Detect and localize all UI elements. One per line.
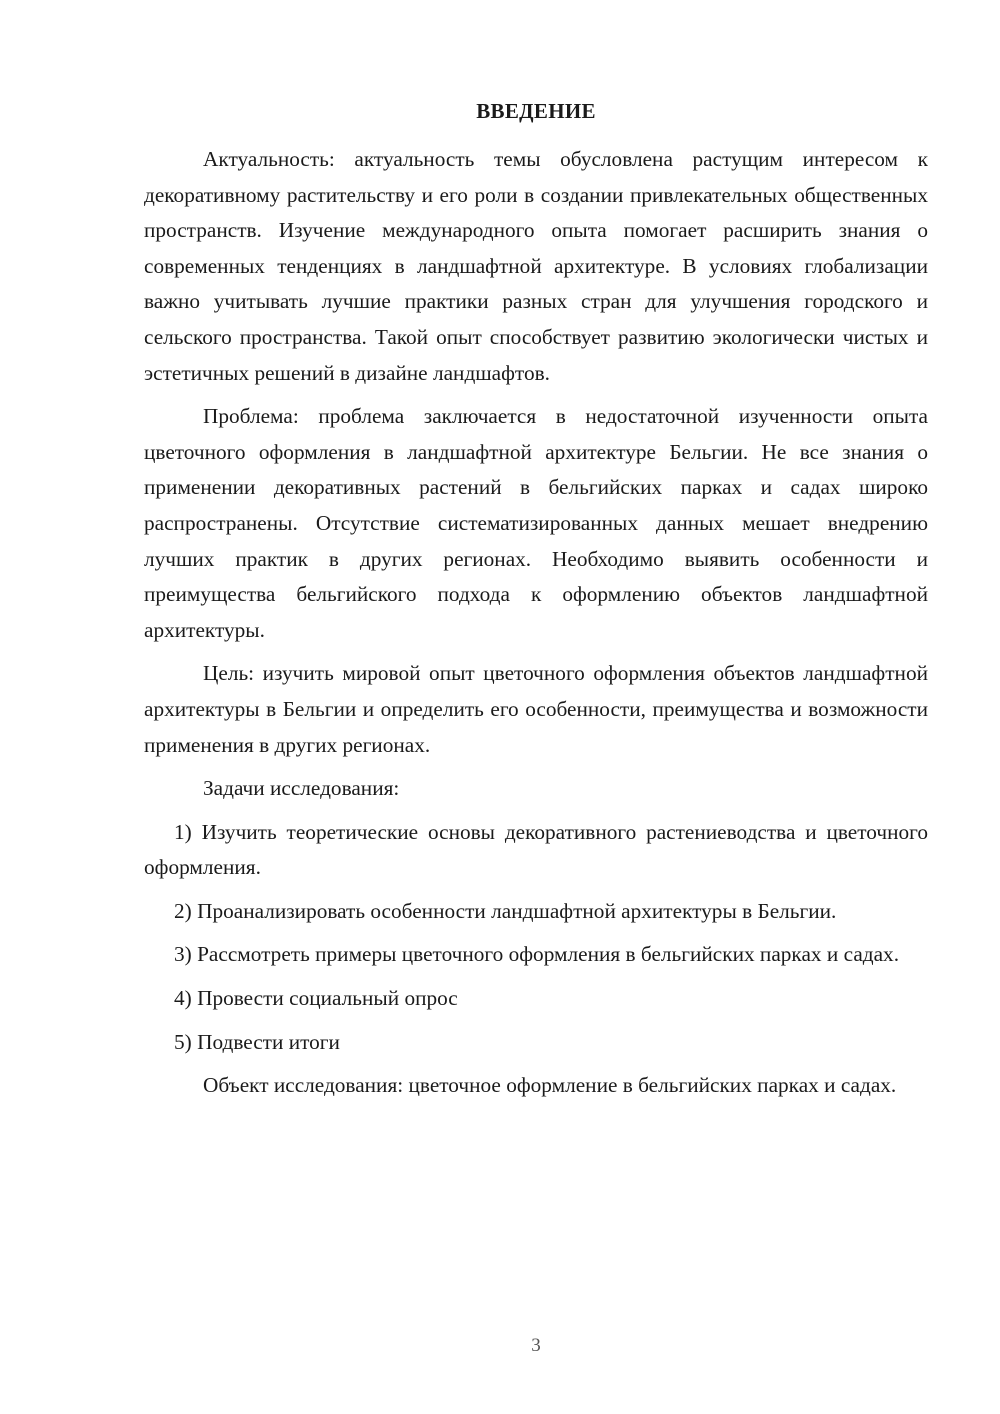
task-item-5: 5) Подвести итоги (174, 1029, 340, 1054)
problem-paragraph: Проблема: проблема заключается в недостаточной изученности опыта цветочного оформления в ландшафтной архитектуре Бельгии. Не все знания о применении декоративных растений в бельгийских парках и садах широко распространены. Отсутствие систематизированных данных мешает внедрению лучших практик в других регионах. Необходимо выявить особенности и преимущества бельгийского подхода к оформлению объектов ландшафтной архитектуры. (144, 404, 928, 642)
tasks-heading: Задачи исследования: (203, 776, 400, 801)
task-item-1: 1) Изучить теоретические основы декоративного растениеводства и цветочного оформления. (144, 819, 928, 880)
task-item-3: 3) Рассмотреть примеры цветочного оформления в бельгийских парках и садах. (174, 942, 900, 967)
relevance-paragraph: Актуальность: актуальность темы обусловлена растущим интересом к декоративному растительству и его роли в создании привлекательных общественных пространств. Изучение международного опыта помогает расширить знания о современных тенденциях в ландшафтной архитектуре. В условиях глобализации важно учитывать лучшие практики разных стран для улучшения городского и сельского пространства. Такой опыт способствует развитию экологически чистых и эстетичных решений в дизайне ландшафтов. (144, 147, 928, 385)
document-page (144, 0, 928, 1414)
document-body (144, 142, 928, 1104)
object-paragraph: Объект исследования: цветочное оформление в бельгийских парках и садах. (203, 1073, 897, 1098)
task-item-4: 4) Провести социальный опрос (174, 986, 458, 1011)
page-number: 3 (531, 1335, 541, 1356)
task-item-2: 2) Проанализировать особенности ландшафтной архитектуры в Бельгии. (174, 898, 837, 923)
section-title: ВВЕДЕНИЕ (476, 99, 596, 123)
goal-paragraph: Цель: изучить мировой опыт цветочного оформления объектов ландшафтной архитектуры в Бельгии и определить его особенности, преимущества и возможности применения в других регионах. (144, 661, 928, 757)
